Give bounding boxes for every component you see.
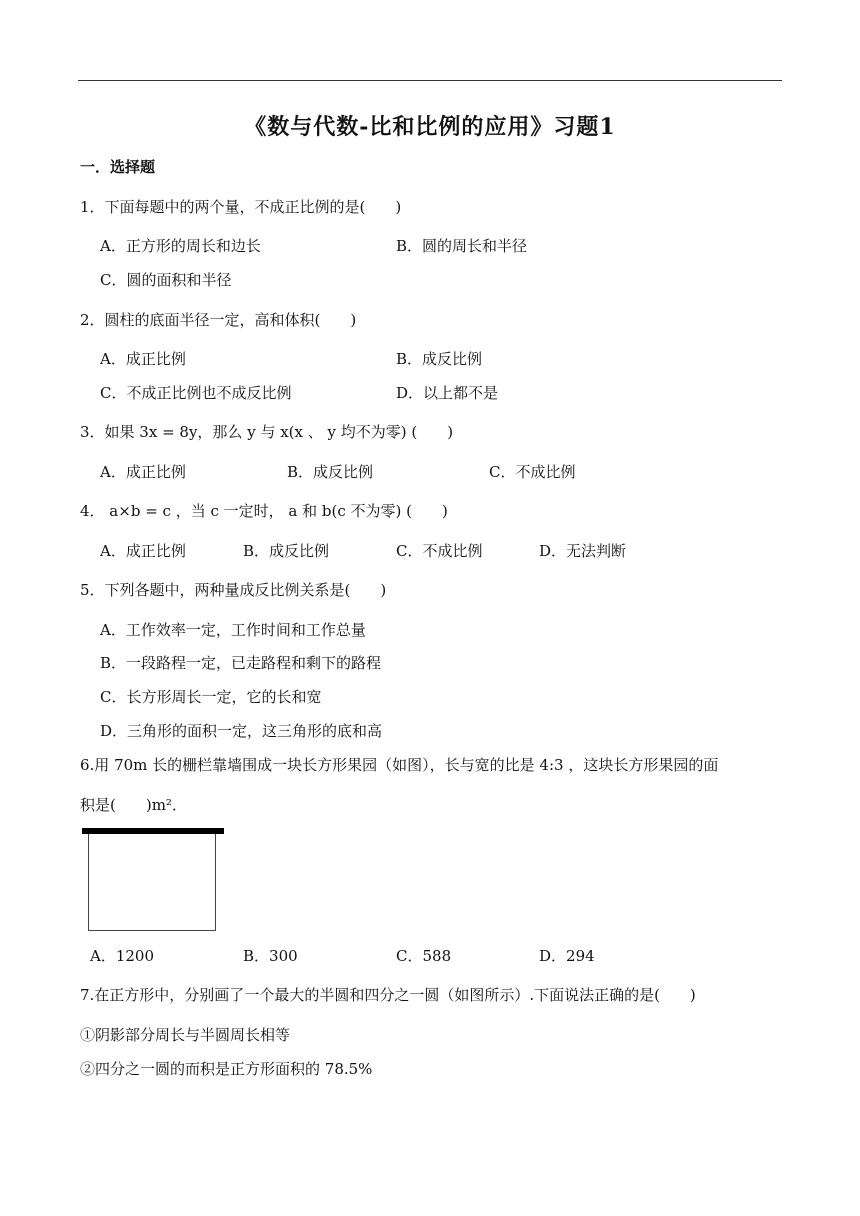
- question-1-stem: 1．下面每题中的两个量，不成正比例的是( ): [80, 198, 402, 216]
- question-6-option-d: D．294: [539, 947, 595, 965]
- question-2-option-c: C．不成正比例也不成反比例: [100, 384, 292, 402]
- question-5-option-c: C．长方形周长一定，它的长和宽: [100, 688, 322, 706]
- question-7-statement-1: ①阴影部分周长与半圆周长相等: [80, 1026, 291, 1044]
- question-6-option-c: C．588: [396, 947, 452, 965]
- question-7-stem: 7.在正方形中，分别画了一个最大的半圆和四分之一圆（如图所示）.下面说法正确的是( ): [80, 986, 696, 1004]
- header-rule: [78, 80, 782, 81]
- question-4-option-c: C．不成比例: [396, 542, 483, 560]
- question-2-stem: 2．圆柱的底面半径一定，高和体积( ): [80, 311, 357, 329]
- question-5-option-a: A．工作效率一定，工作时间和工作总量: [100, 621, 366, 639]
- question-6-stem-line-1: 6.用 70m 长的栅栏靠墙围成一块长方形果园（如图），长与宽的比是 4:3 ，这块长方形果园的面: [80, 756, 719, 774]
- question-5-stem: 5．下列各题中，两种量成反比例关系是( ): [80, 581, 387, 599]
- question-4-option-a: A．成正比例: [100, 542, 186, 560]
- question-1-option-a: A．正方形的周长和边长: [100, 237, 261, 255]
- orchard-figure: [82, 828, 224, 932]
- question-3-option-b: B．成反比例: [287, 463, 374, 481]
- question-4-option-b: B．成反比例: [243, 542, 330, 560]
- question-1-option-b: B．圆的周长和半径: [396, 237, 528, 255]
- question-2-option-a: A．成正比例: [100, 350, 186, 368]
- question-1-option-c: C．圆的面积和半径: [100, 271, 232, 289]
- section-heading: 一．选择题: [80, 158, 156, 176]
- question-5-option-b: B．一段路程一定，已走路程和剩下的路程: [100, 654, 382, 672]
- page-title: 《数与代数-比和比例的应用》习题1: [244, 114, 616, 140]
- question-7-statement-2: ②四分之一圆的而积是正方形面积的 78.5%: [80, 1060, 373, 1078]
- question-6-option-b: B．300: [243, 947, 298, 965]
- question-5-option-d: D．三角形的面积一定，这三角形的底和高: [100, 722, 383, 740]
- question-4-stem: 4． a×b = c ，当 c 一定时， a 和 b(c 不为零) ( ): [80, 502, 448, 520]
- question-3-stem: 3．如果 3x = 8y，那么 y 与 x(x 、 y 均不为零) ( ): [80, 423, 454, 441]
- question-3-option-c: C．不成比例: [489, 463, 576, 481]
- question-2-option-b: B．成反比例: [396, 350, 483, 368]
- fence-rectangle: [88, 834, 216, 931]
- question-2-option-d: D．以上都不是: [396, 384, 499, 402]
- question-6-stem-line-2: 积是( )m²．: [80, 796, 187, 814]
- question-4-option-d: D．无法判断: [539, 542, 627, 560]
- question-3-option-a: A．成正比例: [100, 463, 186, 481]
- question-6-option-a: A．1200: [90, 947, 155, 965]
